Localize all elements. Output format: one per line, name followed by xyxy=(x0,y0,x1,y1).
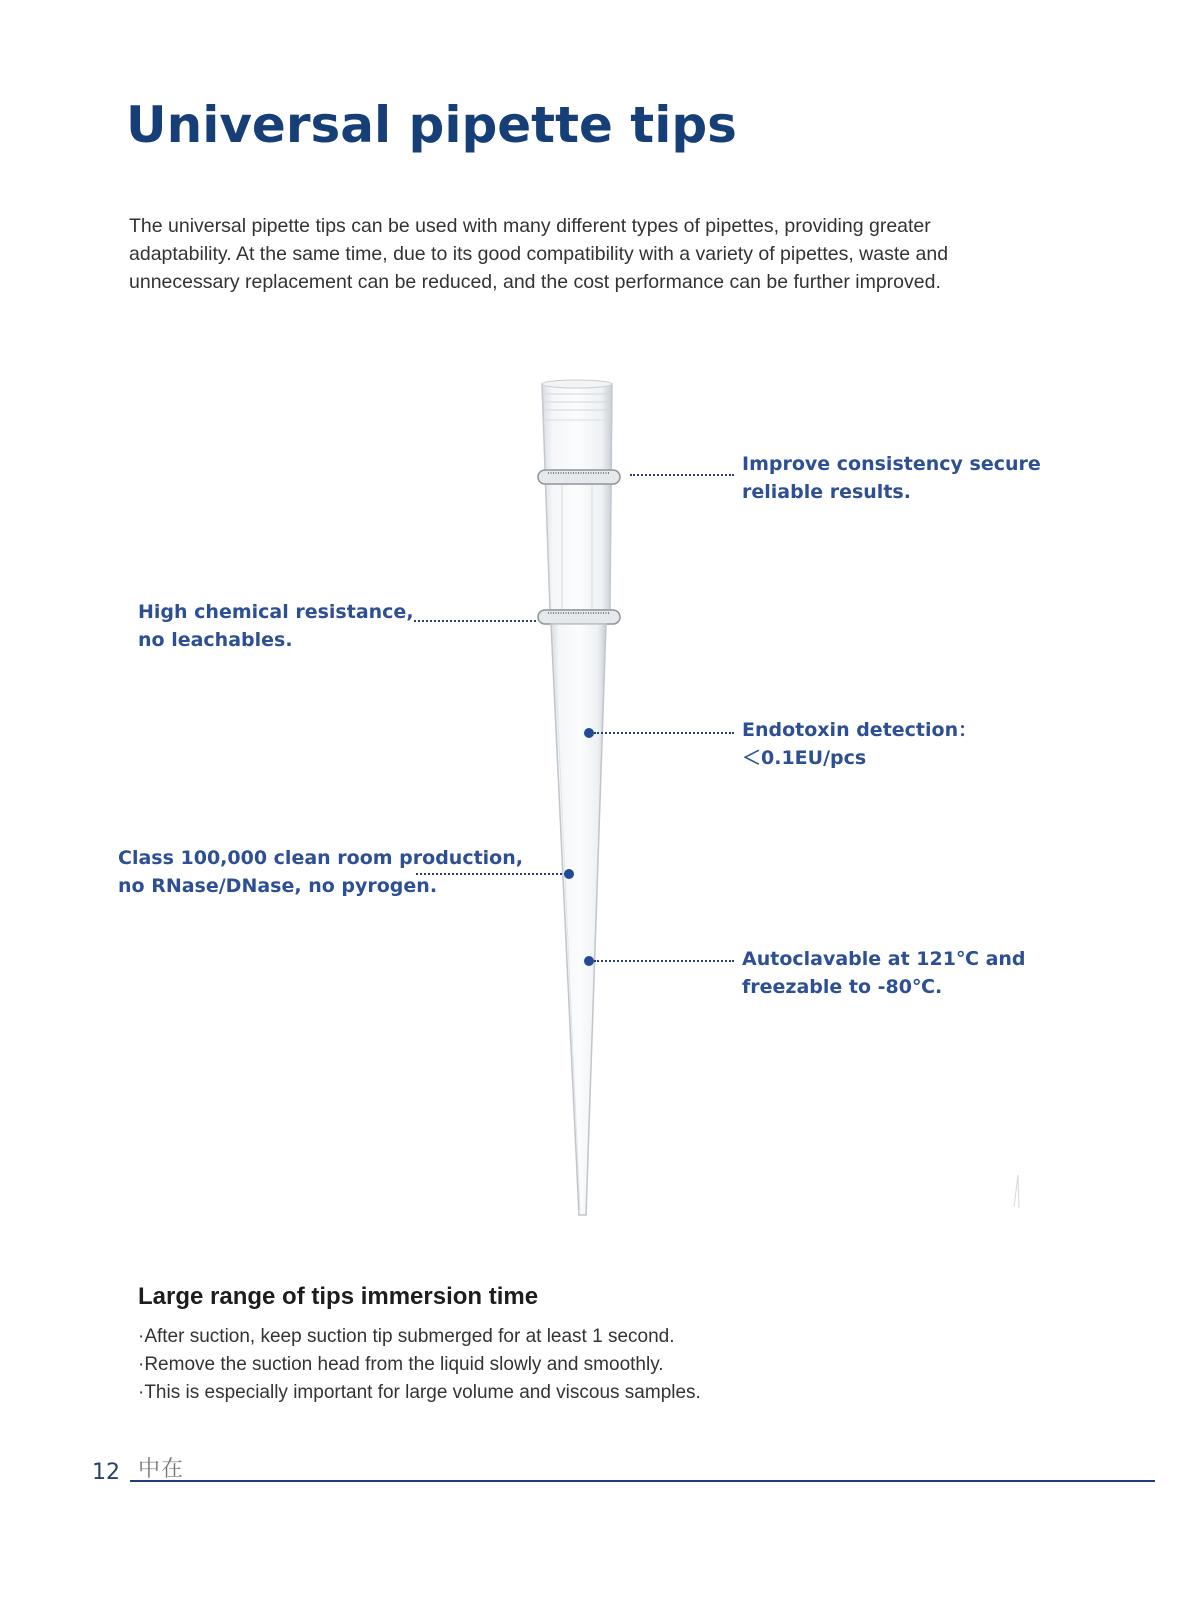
marker-dot-cleanroom xyxy=(564,869,574,879)
callout-chemical xyxy=(138,598,414,654)
leader-line-chemical xyxy=(414,620,536,622)
callout-endotoxin xyxy=(742,716,977,772)
immersion-heading: Large range of tips immersion time xyxy=(138,1283,539,1310)
marker-dot-endotoxin xyxy=(584,728,594,738)
intro-line: adaptability. At the same time, due to its good compatibility with a variety of pipettes, waste and xyxy=(129,243,949,265)
marker-dot-autoclave xyxy=(584,956,594,966)
page-number: 12 xyxy=(92,1460,120,1485)
tip-cone xyxy=(551,624,606,1215)
image-edge-artifact xyxy=(1012,1175,1020,1210)
intro-line: The universal pipette tips can be used with many different types of pipettes, providing greater xyxy=(129,215,931,237)
callout-line: Improve consistency secure xyxy=(742,453,1041,475)
immersion-steps xyxy=(138,1323,701,1407)
pipette-tip-illustration xyxy=(520,370,650,1230)
callout-line: Endotoxin detection： xyxy=(742,719,978,741)
callout-line: Autoclavable at 121℃ and xyxy=(742,948,1026,970)
immersion-step: ·After suction, keep suction tip submerged for at least 1 second. xyxy=(138,1326,675,1347)
leader-line-autoclave xyxy=(594,960,734,962)
callout-line: Class 100,000 clean room production, xyxy=(118,847,523,869)
immersion-step: ·Remove the suction head from the liquid slowly and smoothly. xyxy=(138,1354,664,1375)
immersion-step: ·This is especially important for large volume and viscous samples. xyxy=(138,1382,701,1403)
tip-ring-lower xyxy=(538,610,620,624)
callout-cleanroom xyxy=(118,844,523,900)
brand-mark: 中在 xyxy=(138,1457,185,1482)
callout-line: no leachables. xyxy=(138,629,293,651)
callout-line: ＜0.1EU/pcs xyxy=(742,747,867,769)
callout-line: no RNase/DNase, no pyrogen. xyxy=(118,875,438,897)
page-title: Universal pipette tips xyxy=(126,96,737,154)
intro-line: unnecessary replacement can be reduced, and the cost performance can be further improved. xyxy=(129,271,941,293)
callout-line: freezable to -80℃. xyxy=(742,976,943,998)
leader-line-consistency xyxy=(630,474,734,476)
callout-autoclave xyxy=(742,945,1026,1001)
leader-line-endotoxin xyxy=(594,732,734,734)
callout-consistency xyxy=(742,450,1041,506)
footer-rule xyxy=(130,1480,1155,1482)
tip-collar xyxy=(542,384,612,610)
intro-paragraph xyxy=(129,212,1059,296)
tip-ring-upper xyxy=(538,470,620,484)
callout-line: High chemical resistance, xyxy=(138,601,414,623)
callout-line: reliable results. xyxy=(742,481,911,503)
